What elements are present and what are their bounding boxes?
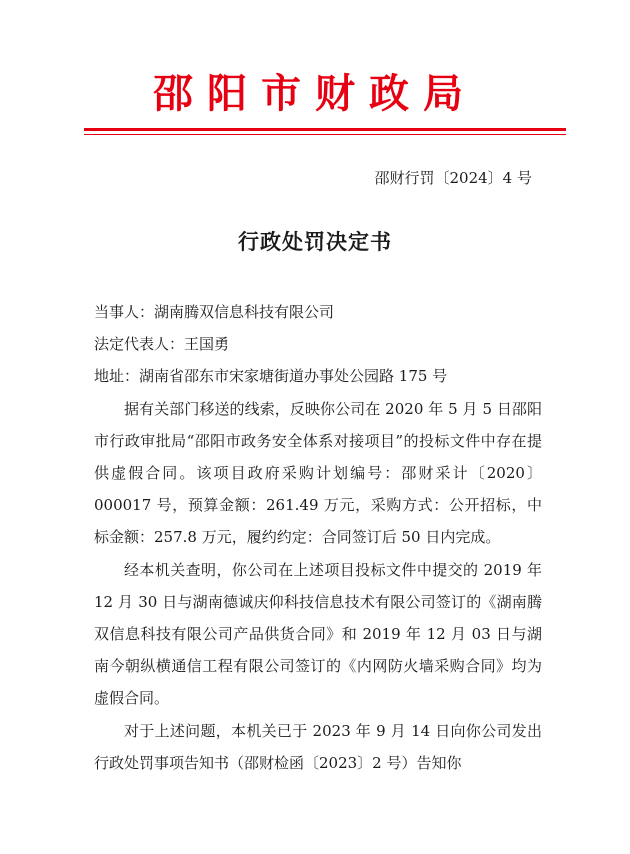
organization-header: 邵阳市财政局 xyxy=(153,70,477,117)
header-divider-thick xyxy=(84,128,566,131)
document-body xyxy=(94,296,542,779)
paragraph-notice: 对于上述问题，本机关已于 2023 年 9 月 14 日向你公司发出行政处罚事项告知书（邵财检函〔2023〕2 号）告知你 xyxy=(94,721,542,772)
document-number: 邵财行罚〔2024〕4 号 xyxy=(374,169,532,187)
document-title: 行政处罚决定书 xyxy=(238,229,392,254)
legal-representative-line: 法定代表人：王国勇 xyxy=(94,335,230,354)
header-divider-thin xyxy=(84,134,566,135)
paragraph-clue: 据有关部门移送的线索，反映你公司在 2020 年 5 月 5 日邵阳市行政审批局“邵阳市政务安全体系对接项目”的投标文件中存在提供虚假合同。该项目政府采购计划编号：邵财采计〔2020〕000017 号，预算金额：261.49 万元，采购方式：公开招标，中标金额：257.8 万元，履约约定：合同签订后 50 日内完成。 xyxy=(94,399,542,547)
address-line: 地址：湖南省邵东市宋家塘街道办事处公园路 175 号 xyxy=(94,367,448,386)
party-line: 当事人：湖南腾双信息科技有限公司 xyxy=(94,303,335,321)
paragraph-findings: 经本机关查明，你公司在上述项目投标文件中提交的 2019 年 12 月 30 日与湖南德诚庆仰科技信息技术有限公司签订的《湖南腾双信息科技有限公司产品供货合同》和 2019 年 12 月 03 日与湖南今朝纵横通信工程有限公司签订的《内网防火墙采购合同》均为虚假合同。 xyxy=(94,560,542,708)
